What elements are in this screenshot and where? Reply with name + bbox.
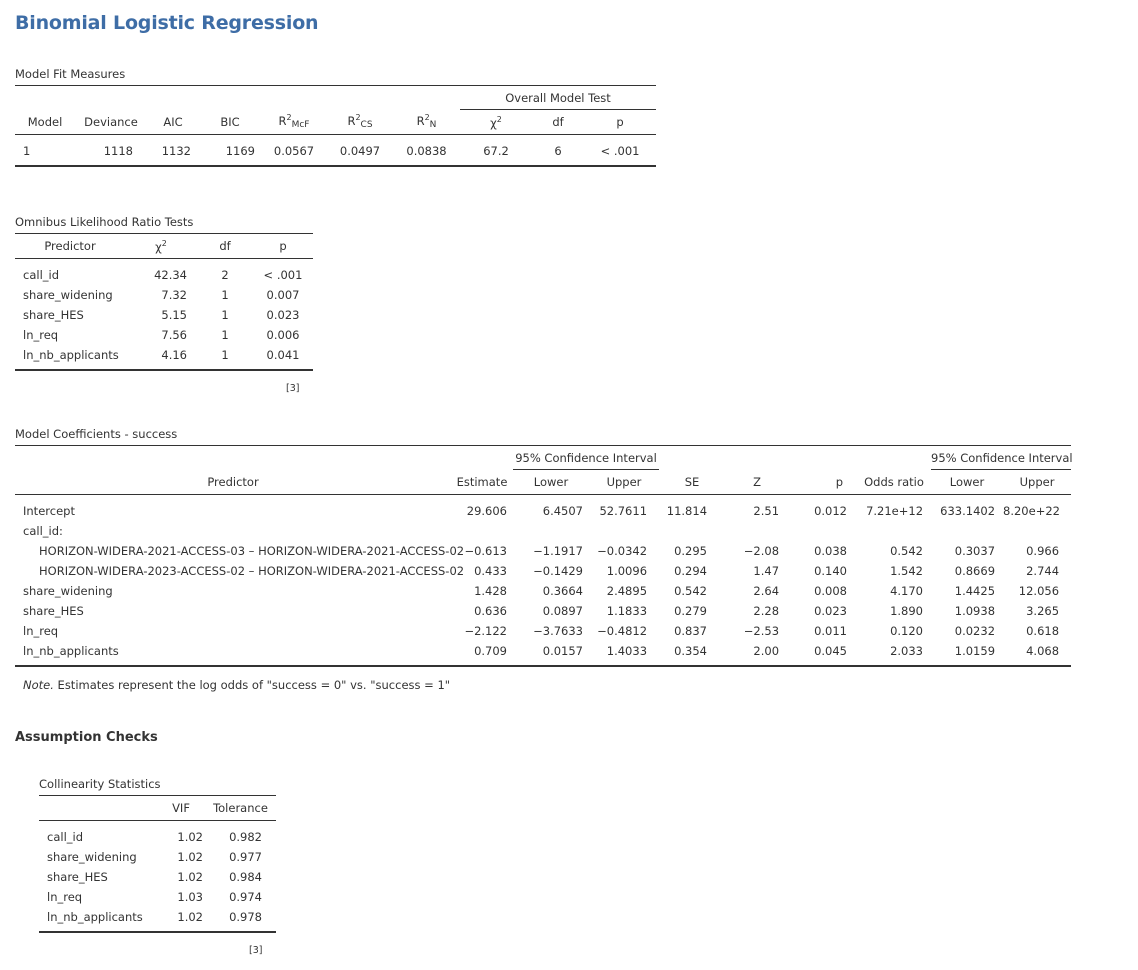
col-aic: AIC (147, 110, 199, 135)
table-row: ln_nb_applicants 4.16 1 0.041 (23, 348, 300, 362)
col-or-lower: Lower (931, 470, 1003, 495)
collinearity-table (39, 795, 276, 933)
collinearity-reference[interactable]: [3] (249, 945, 263, 956)
table-row: ln_req 7.56 1 0.006 (23, 328, 300, 342)
ci-header-odds: 95% Confidence Interval (931, 446, 1071, 470)
table-row: ln_req −2.122 −3.7633 −0.4812 0.837 −2.53 0.011 0.120 0.0232 0.618 (23, 624, 1060, 638)
col-p: p (584, 110, 656, 135)
table-row: call_id 42.34 2 < .001 (23, 268, 303, 282)
model-fit-title: Model Fit Measures (15, 67, 126, 81)
omnibus-table (15, 233, 313, 371)
col-vif: VIF (157, 796, 205, 821)
col-r2-n: $R^2_N$ (393, 110, 460, 135)
col-estimate: Estimate (451, 470, 513, 495)
col-se: SE (659, 470, 725, 495)
col-p: p (253, 234, 313, 259)
coefficients-title: Model Coefficients - success (15, 427, 178, 441)
table-row: ln_nb_applicants 0.709 0.0157 1.4033 0.354 2.00 0.045 2.033 1.0159 4.068 (23, 644, 1060, 658)
table-row: share_widening 7.32 1 0.007 (23, 288, 300, 302)
table-row: share_HES 1.02 0.984 (47, 870, 262, 884)
col-lower: Lower (513, 470, 589, 495)
overall-model-test-header: Overall Model Test (460, 86, 656, 110)
col-predictor: Predictor (15, 470, 451, 495)
table-row: HORIZON-WIDERA-2021-ACCESS-03 – HORIZON-WIDERA-2021-ACCESS-02 −0.613 −1.1917 −0.0342 0.295 −2.08 0.038 0.542 0.3037 0.966 (39, 544, 1060, 558)
col-p: p (789, 470, 857, 495)
coefficients-table (15, 445, 1071, 667)
col-deviance: Deviance (75, 110, 147, 135)
table-row: Intercept 29.606 6.4507 52.7611 11.814 2.51 0.012 7.21e+12 633.1402 8.20e+22 (23, 504, 1060, 518)
col-or-upper: Upper (1003, 470, 1071, 495)
table-row: 1 1118 1132 1169 0.0567 0.0497 0.0838 67.2 6 < .001 (23, 144, 640, 158)
table-row: share_HES 0.636 0.0897 1.1833 0.279 2.28 0.023 1.890 1.0938 3.265 (23, 604, 1060, 618)
col-empty (39, 796, 157, 821)
assumption-checks-heading: Assumption Checks (15, 730, 158, 745)
table-row: call_id 1.02 0.982 (47, 830, 262, 844)
col-tolerance: Tolerance (205, 796, 276, 821)
col-df: df (532, 110, 584, 135)
table-row: ln_nb_applicants 1.02 0.978 (47, 910, 262, 924)
table-row: ln_req 1.03 0.974 (47, 890, 262, 904)
col-bic: BIC (199, 110, 261, 135)
col-df: df (197, 234, 253, 259)
table-row: share_HES 5.15 1 0.023 (23, 308, 300, 322)
ci-header-estimate: 95% Confidence Interval (513, 446, 659, 470)
col-predictor: Predictor (15, 234, 125, 259)
col-model: Model (15, 110, 75, 135)
table-row: share_widening 1.02 0.977 (47, 850, 262, 864)
col-chi2: $\chi^2$ (460, 110, 532, 135)
coefficients-note: Note. Estimates represent the log odds of "success = 0" vs. "success = 1" (23, 678, 451, 692)
page-title: Binomial Logistic Regression (15, 12, 319, 34)
col-upper: Upper (589, 470, 659, 495)
col-r2-cs: $R^2_{CS}$ (327, 110, 393, 135)
col-chi2: $\chi^2$ (125, 234, 197, 259)
col-z: Z (725, 470, 789, 495)
omnibus-title: Omnibus Likelihood Ratio Tests (15, 215, 194, 229)
table-row: HORIZON-WIDERA-2023-ACCESS-02 – HORIZON-WIDERA-2021-ACCESS-02 0.433 −0.1429 1.0096 0.294 1.47 0.140 1.542 0.8669 2.744 (39, 564, 1060, 578)
collinearity-title: Collinearity Statistics (39, 777, 161, 791)
omnibus-reference[interactable]: [3] (286, 383, 300, 394)
col-odds-ratio: Odds ratio (857, 470, 931, 495)
table-row: share_widening 1.428 0.3664 2.4895 0.542 2.64 0.008 4.170 1.4425 12.056 (23, 584, 1060, 598)
table-row: call_id: (23, 524, 63, 538)
col-r2-mcf: $R^2_{McF}$ (261, 110, 327, 135)
model-fit-table (15, 85, 656, 167)
